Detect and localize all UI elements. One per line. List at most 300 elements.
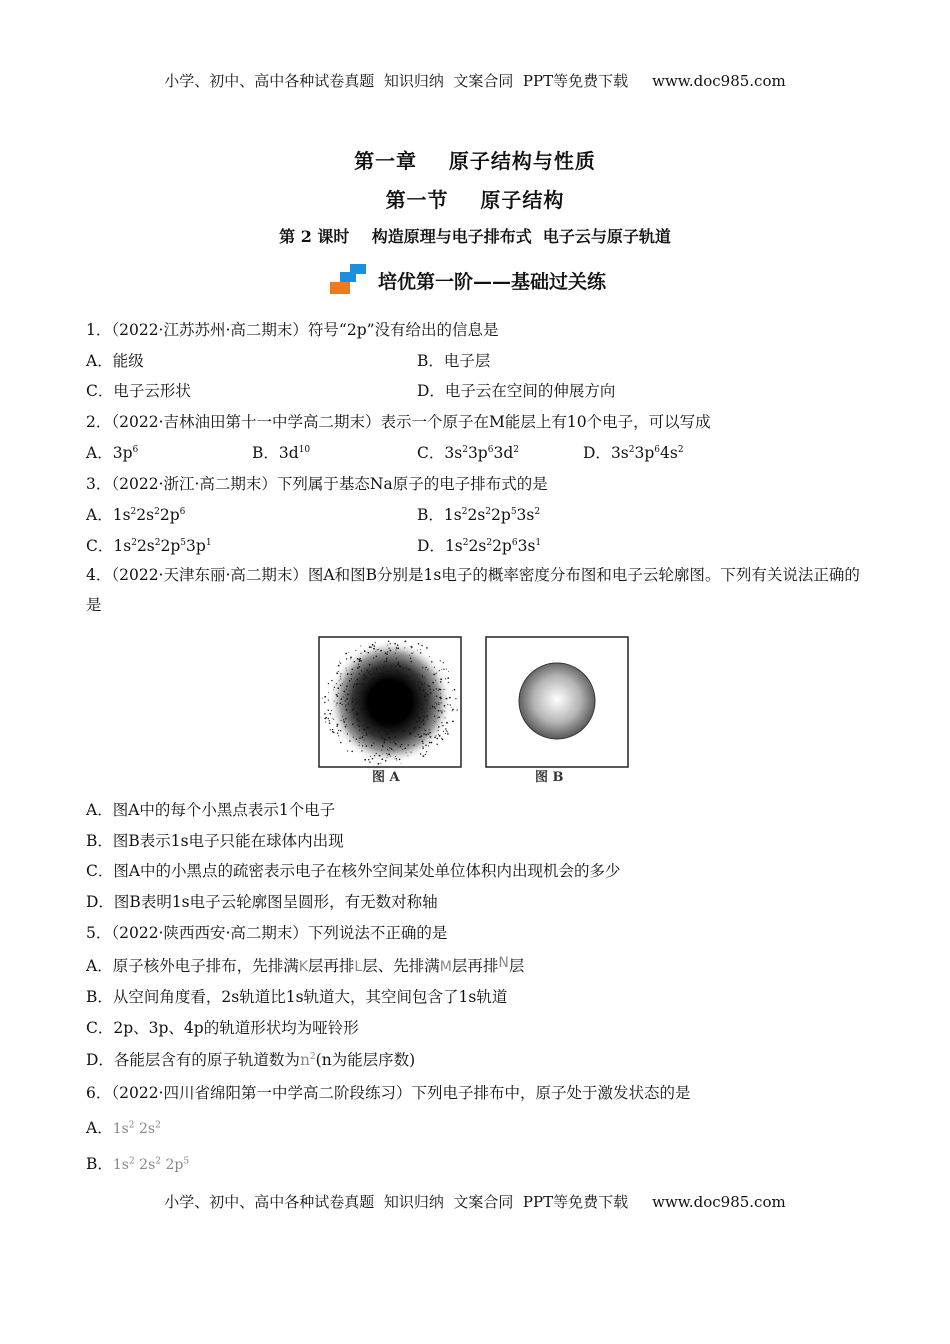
cloud-dot [386,733,388,735]
cloud-dot [416,721,418,723]
cloud-dot [422,743,423,744]
cloud-dot [385,652,387,654]
cloud-dot [421,721,422,722]
cloud-dot [422,667,423,668]
cloud-dot [388,648,389,649]
cloud-dot [424,684,425,685]
cloud-dot [418,643,420,645]
cloud-dot [370,647,371,648]
cloud-dot [397,648,398,649]
cloud-dot [362,736,364,738]
cloud-dot [377,649,378,650]
cloud-dot [390,665,391,666]
cloud-dot [357,702,358,703]
cloud-dot [365,677,366,678]
cloud-dot [444,711,445,712]
cloud-dot [336,683,337,684]
cloud-dot [422,677,423,678]
cloud-dot [427,694,428,695]
cloud-dot [336,705,337,706]
page-footer [0,1191,950,1212]
cloud-dot [409,733,410,734]
cloud-dot [375,651,376,652]
cloud-dot [329,722,331,724]
cloud-dot [368,652,369,653]
cloud-dot [384,739,386,741]
cloud-dot [359,742,360,743]
cloud-dot [419,688,421,690]
cloud-dot [354,661,355,662]
cloud-dot [390,756,391,757]
cloud-dot [342,716,343,717]
cloud-dot [434,706,435,707]
cloud-dot [419,720,420,721]
q4-option-a[interactable]: A．图A中的每个小黑点表示1个电子 [86,801,336,819]
cloud-dot [430,708,431,709]
cloud-dot [421,704,422,705]
cloud-dot [432,706,434,708]
cloud-dot [436,703,437,704]
cloud-dot [359,745,360,746]
cloud-dot [420,652,421,653]
figure-b-label: 图 B [535,770,564,785]
cloud-dot [345,653,347,655]
cloud-dot [384,731,385,732]
cloud-dot [385,665,386,666]
q2-option-b[interactable]: B．$3d^{10}$ [252,444,311,462]
cloud-dot [336,702,337,703]
cloud-dot [352,698,353,699]
cloud-dot [387,731,389,733]
cloud-dot [338,735,339,736]
cloud-dot [445,678,446,679]
cloud-dot [424,729,425,730]
q6-option-a[interactable]: A．$1s^2$ $2s^2$ [86,1119,161,1137]
cloud-dot [333,689,334,690]
cloud-dot [425,722,426,723]
cloud-dot [395,653,396,654]
q2-option-d[interactable]: D．$3s^23p^64s^2$ [583,444,684,462]
cloud-dot [410,658,411,659]
cloud-dot [390,671,391,672]
cloud-dot [422,747,424,749]
cloud-dot [374,729,375,730]
cloud-dot [417,650,418,651]
cloud-dot [424,682,425,683]
cloud-dot [420,698,421,699]
cloud-dot [345,706,346,707]
cloud-dot [445,733,446,734]
cloud-dot [349,680,351,682]
cloud-dot [418,721,419,722]
cloud-dot [388,736,390,738]
cloud-dot [396,758,397,759]
cloud-dot [425,730,427,732]
cloud-dot [322,698,323,699]
cloud-dot [429,696,430,697]
cloud-dot [352,723,354,725]
cloud-dot [336,694,337,695]
cloud-dot [447,731,448,732]
cloud-dot [367,670,369,672]
cloud-dot [440,697,442,699]
cloud-dot [423,690,424,691]
q3-option-d[interactable]: D．$1s^22s^22p^63s^1$ [417,537,542,555]
cloud-dot [385,760,387,762]
cloud-dot [351,669,353,671]
cloud-dot [340,730,341,731]
q3-option-c[interactable]: C．$1s^22s^22p^53p^1$ [86,537,212,555]
cloud-dot [436,688,437,689]
cloud-dot [429,742,431,744]
cloud-dot [352,709,353,710]
cloud-dot [393,730,394,731]
cloud-dot [376,668,378,670]
cloud-dot [455,698,456,699]
cloud-dot [402,668,403,669]
cloud-dot [410,733,412,735]
cloud-dot [363,724,364,725]
cloud-dot [379,755,381,757]
cloud-dot [364,729,366,731]
cloud-dot [357,679,358,680]
cloud-dot [438,726,440,728]
q2-stem: 2．（2022·吉林油田第十一中学高二期末）表示一个原子在M能层上有10个电子，可以写成 [86,413,711,431]
cloud-dot [353,686,355,688]
q3-option-b[interactable]: B．$1s^22s^22p^53s^2$ [417,506,541,524]
cloud-dot [414,730,415,731]
cloud-dot [340,678,341,679]
cloud-dot [411,752,412,753]
cloud-dot [383,667,384,668]
cloud-dot [434,667,435,668]
cloud-dot [430,692,432,694]
cloud-dot [399,759,401,761]
cloud-dot [441,669,442,670]
header-site[interactable]: www.doc985.com [652,72,786,90]
cloud-dot [357,683,359,685]
q2-option-c[interactable]: C．$3s^23p^63d^2$ [417,444,519,462]
q1-option-b[interactable]: B．电子层 [417,352,491,370]
cloud-dot [338,671,339,672]
cloud-dot [436,673,437,674]
cloud-dot [430,736,432,738]
cloud-dot [382,753,383,754]
cloud-dot [386,753,387,754]
cloud-dot [363,679,364,680]
cloud-dot [356,703,357,704]
cloud-dot [423,733,425,735]
cloud-dot [338,693,339,694]
cloud-dot [425,744,427,746]
cloud-dot [337,696,339,698]
cloud-dot [452,721,454,723]
cloud-dot [419,727,420,728]
q5-stem: 5．（2022·陕西西安·高二期末）下列说法不正确的是 [86,924,448,942]
cloud-dot [359,726,360,727]
cloud-dot [375,642,376,643]
cloud-dot [442,725,443,726]
cloud-dot [387,651,388,652]
q5-option-a[interactable]: A．原子核外电子排布，先排满K层再排L层、先排满M层再排N层 [86,955,525,975]
cloud-dot [434,708,435,709]
cloud-dot [374,730,375,731]
cloud-dot [411,653,412,654]
cloud-dot [349,712,350,713]
cloud-dot [423,716,424,717]
cloud-dot [425,667,426,668]
cloud-dot [336,672,338,674]
cloud-dot [427,719,428,720]
cloud-dot [381,737,383,739]
cloud-dot [387,755,388,756]
cloud-dot [415,727,416,728]
cloud-dot [443,689,444,690]
cloud-dot [395,758,396,759]
cloud-dot [434,721,435,722]
cloud-dot [420,753,421,754]
cloud-dot [394,736,396,738]
cloud-dot [346,724,347,725]
cloud-dot [425,693,426,694]
cloud-dot [346,658,347,659]
cloud-dot [357,724,358,725]
cloud-dot [452,710,453,711]
cloud-dot [364,650,366,652]
cloud-dot [438,730,439,731]
q1-option-a[interactable]: A．能级 [86,352,144,370]
cloud-dot [366,727,367,728]
cloud-dot [373,743,374,744]
cloud-dot [410,669,411,670]
cloud-dot [363,674,365,676]
cloud-dot [341,720,342,721]
cloud-dot [448,671,449,672]
cloud-dot [438,734,439,735]
q1-option-c[interactable]: C．电子云形状 [86,382,191,400]
cloud-dot [359,666,361,668]
cloud-dot [404,647,405,648]
cloud-dot [420,649,421,650]
q5-option-b[interactable]: B．从空间角度看，2s轨道比1s轨道大，其空间包含了1s轨道 [86,988,508,1006]
cloud-dot [414,727,416,729]
cloud-dot [415,736,416,737]
cloud-dot [340,673,341,674]
q5-option-c[interactable]: C．2p、3p、4p的轨道形状均为哑铃形 [86,1019,359,1037]
cloud-dot [361,670,362,671]
cloud-dot [346,685,348,687]
cloud-dot [340,676,341,677]
cloud-dot [396,658,397,659]
cloud-dot [425,717,426,718]
cloud-dot [360,645,361,646]
cloud-dot [351,678,352,679]
cloud-dot [421,684,423,686]
q4-option-d[interactable]: D．图B表明1s电子云轮廓图呈圆形，有无数对称轴 [86,893,438,911]
cloud-dot [410,661,412,663]
cloud-dot [426,715,428,717]
cloud-dot [332,718,333,719]
cloud-dot [443,731,444,732]
cloud-dot [374,755,375,756]
cloud-dot [377,732,378,733]
cloud-dot [340,742,342,744]
cloud-dot [440,693,441,694]
cloud-dot [348,703,349,704]
cloud-dot [370,674,371,675]
cloud-dot [378,649,379,650]
cloud-dot [438,690,439,691]
cloud-dot [396,670,397,671]
cloud-dot [381,750,382,751]
cloud-dot [398,663,400,665]
cloud-dot [443,669,444,670]
cloud-dot [360,653,361,654]
cloud-dot [395,643,396,644]
cloud-dot [380,650,382,652]
cloud-dot [381,673,382,674]
cloud-dot [382,672,384,674]
cloud-dot [436,735,437,736]
cloud-dot [400,746,401,747]
cloud-dot [423,723,425,725]
cloud-dot [421,728,422,729]
cloud-dot [362,745,363,746]
cloud-dot [417,716,418,717]
cloud-dot [343,691,345,693]
cloud-dot [410,732,411,733]
q2-option-a[interactable]: A．$3p^6$ [86,444,139,462]
cloud-dot [428,734,429,735]
cloud-dot [372,668,373,669]
cloud-dot [390,742,391,743]
cloud-dot [422,741,424,743]
cloud-dot [347,750,348,751]
cloud-dot [431,742,433,744]
cloud-dot [422,746,423,747]
cloud-dot [427,669,428,670]
cloud-dot [424,695,426,697]
cloud-dot [423,719,424,720]
cloud-dot [423,720,424,721]
cloud-dot [419,717,421,719]
cloud-dot [447,698,448,699]
q3-option-a[interactable]: A．$1s^22s^22p^6$ [86,506,186,524]
cloud-dot [388,641,389,642]
footer-site[interactable]: www.doc985.com [652,1193,786,1211]
cloud-dot [338,665,340,667]
cloud-dot [388,753,390,755]
cloud-dot [394,742,395,743]
cloud-dot [357,667,359,669]
cloud-dot [408,744,409,745]
cloud-dot [441,738,442,739]
cloud-dot [449,697,451,699]
q4-option-c[interactable]: C．图A中的小黑点的疏密表示电子在核外空间某处单位体积内出现机会的多少 [86,862,621,880]
q5-option-d[interactable]: D．各能层含有的原子轨道数为$n^2(n$为能层序数) [86,1051,416,1069]
cloud-dot [441,702,442,703]
cloud-dot [406,752,407,753]
q1-stem: 1．（2022·江苏苏州·高二期末）符号“2p”没有给出的信息是 [86,321,499,339]
cloud-dot [446,668,447,669]
cloud-dot [446,722,448,724]
cloud-dot [381,758,383,760]
cloud-dot [439,670,440,671]
cloud-dot [397,744,398,745]
cloud-dot [359,692,361,694]
cloud-dot [345,694,346,695]
lesson-title: 第 2 课时 构造原理与电子排布式 电子云与原子轨道 [279,227,671,246]
electron-cloud-sphere [519,663,595,739]
cloud-dot [432,705,433,706]
cloud-dot [391,667,392,668]
q1-option-d[interactable]: D．电子云在空间的伸展方向 [417,382,616,400]
cloud-dot [440,681,442,683]
cloud-dot [328,692,329,693]
cloud-dot [423,755,425,757]
cloud-dot [390,650,392,652]
cloud-dot [388,750,389,751]
cloud-dot [358,720,360,722]
cloud-dot [444,705,446,707]
cloud-dot [357,719,358,720]
cloud-dot [376,656,378,658]
cloud-dot [372,644,374,646]
cloud-dot [339,662,340,663]
cloud-dot [417,675,418,676]
cloud-dot [381,735,382,736]
cloud-dot [426,647,428,649]
cloud-dot [354,684,356,686]
cloud-dot [442,739,444,741]
cloud-dot [434,736,436,738]
cloud-dot [346,709,348,711]
cloud-dot [372,758,374,760]
cloud-dot [355,704,356,705]
cloud-dot [346,668,347,669]
cloud-dot [419,681,420,682]
figure-a-label: 图 A [372,770,400,785]
cloud-dot [382,746,383,747]
cloud-dot [349,652,350,653]
cloud-dot [324,713,326,715]
cloud-dot [447,704,448,705]
cloud-dot [421,703,422,704]
cloud-dot [359,660,361,662]
cloud-dot [438,702,439,703]
cloud-dot [438,704,439,705]
cloud-dot [432,682,434,684]
cloud-dot [437,738,439,740]
q4-option-b[interactable]: B．图B表示1s电子只能在球体内出现 [86,832,344,850]
cloud-dot [417,686,418,687]
page-header [0,70,950,91]
section-title: 第一节 原子结构 [385,188,565,212]
cloud-dot [436,744,437,745]
cloud-dot [353,737,354,738]
cloud-dot [343,696,344,697]
q6-option-b[interactable]: B．$1s^2$ $2s^2$ $2p^5$ [86,1155,190,1173]
cloud-dot [368,672,369,673]
cloud-dot [428,745,429,746]
cloud-dot [359,737,360,738]
cloud-dot [353,673,354,674]
cloud-dot [356,739,357,740]
cloud-dot [409,669,410,670]
cloud-dot [347,733,348,734]
cloud-dot [358,664,359,665]
cloud-dot [398,661,399,662]
